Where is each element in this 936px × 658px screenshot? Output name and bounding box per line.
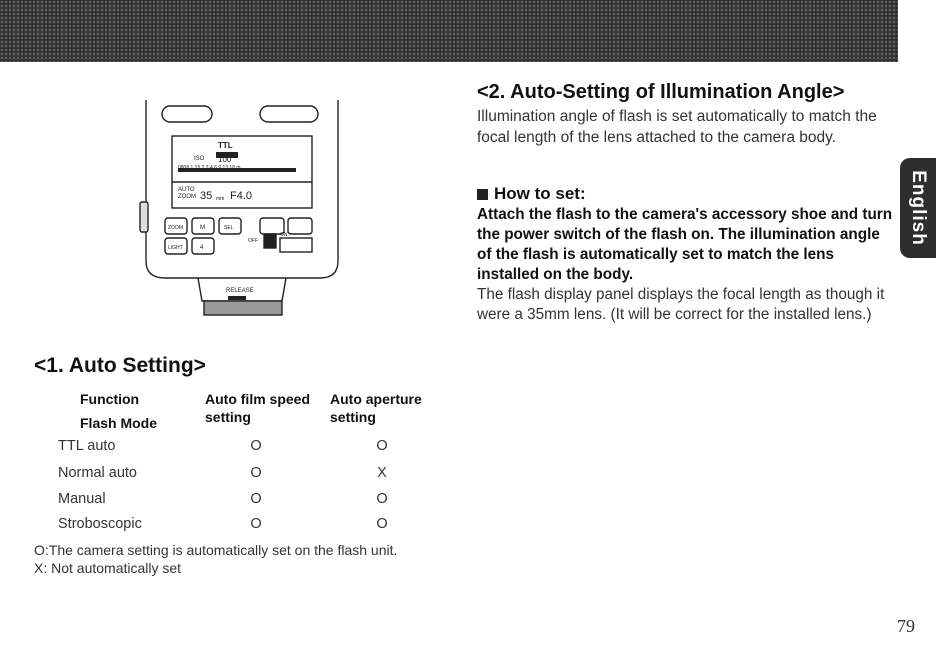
row-aperture: X (377, 465, 387, 481)
auto-setting-heading: <1. Auto Setting> (34, 354, 206, 377)
zoom-value: 35 (200, 190, 213, 202)
button-sel: SEL (224, 225, 234, 231)
button-m: M (200, 225, 205, 231)
row-aperture: O (376, 491, 388, 507)
iso-label: ISO (194, 156, 205, 162)
zoom-label: ZOOM (178, 194, 196, 200)
row-mode: TTL auto (58, 438, 116, 454)
col-aperture-header: Auto aperture setting (330, 391, 422, 425)
illumination-angle-heading: <2. Auto-Setting of Illumination Angle> (477, 81, 845, 103)
square-bullet-icon (477, 189, 488, 200)
row-mode: Manual (58, 491, 106, 507)
language-tab-label: English (908, 170, 929, 246)
button-zoom: ZOOM (168, 225, 183, 231)
aperture-value: F4.0 (230, 190, 253, 202)
illumination-intro: Illumination angle of flash is set automatically to match the focal length of the lens attached to the camera body. (477, 108, 877, 146)
distance-scale: 0808 1 15 2 3 4 6 9 13 18 m (178, 165, 241, 171)
col-film-speed-header: Auto film speed setting (205, 391, 311, 425)
language-tab (900, 158, 936, 258)
row-mode: Normal auto (58, 465, 137, 481)
page-number: 79 (897, 616, 915, 636)
note-x: X: Not automatically set (34, 560, 182, 576)
auto-label: AUTO (178, 187, 195, 193)
off-label: OFF (248, 238, 258, 244)
release-label: RELEASE (226, 288, 254, 294)
how-to-set-label: How to set: (494, 184, 586, 203)
display-note: The flash display panel displays the focal length as though it were a 35mm lens. (It will be correct for the installed lens.) (477, 286, 885, 323)
row-film: O (250, 465, 262, 481)
row-film: O (250, 516, 262, 532)
col-flash-mode-header: Flash Mode (80, 415, 158, 431)
note-o: O:The camera setting is automatically set on the flash unit. (34, 542, 398, 558)
col-function-header: Function (80, 391, 140, 407)
row-film: O (250, 438, 262, 454)
row-film: O (250, 491, 262, 507)
iso-value: 100 (218, 155, 232, 164)
flash-unit-illustration (120, 96, 360, 326)
instructions-bold: Attach the flash to the camera's accessory shoe and turn the power switch of the flash on. The illumination angle of the flash is automatically set to match the lens installed on the body. (477, 206, 893, 283)
ttl-label: TTL (218, 141, 233, 150)
row-aperture: O (376, 516, 388, 532)
row-mode: Stroboscopic (58, 516, 142, 532)
header-band (0, 0, 898, 62)
zoom-unit: mm (216, 196, 225, 202)
button-4: 4 (200, 245, 204, 251)
on-label: ON (280, 232, 288, 238)
button-light: LIGHT (168, 245, 183, 251)
row-aperture: O (376, 438, 388, 454)
how-to-set-heading (477, 184, 586, 204)
